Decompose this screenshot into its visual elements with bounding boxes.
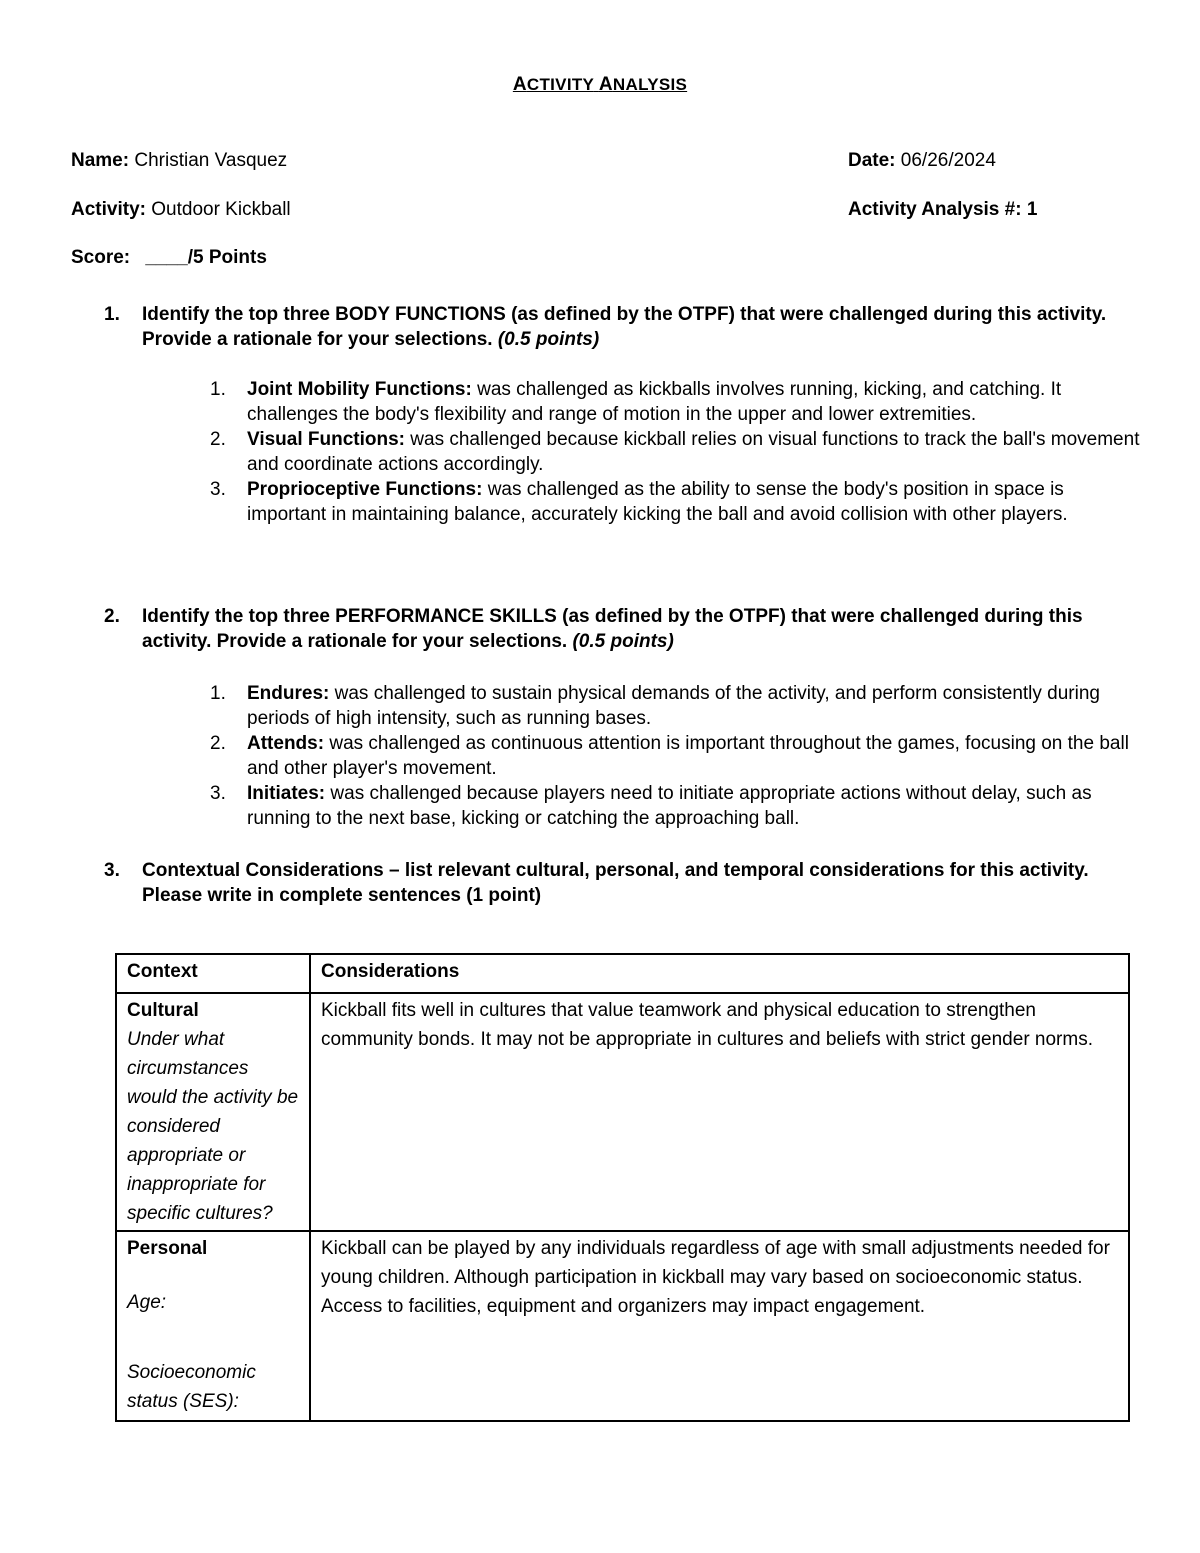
cultural-label: Cultural (127, 1000, 199, 1021)
question-1 (104, 302, 1134, 352)
list-item-term: Proprioceptive Functions: (247, 479, 483, 500)
question-2-points: (0.5 points) (572, 631, 674, 652)
list-item-text: was challenged as the ability to sense the body's position in space is important in maintaining balance, accurately kicking the ball and avoid collision with other players. (247, 479, 1068, 525)
list-item-number: 2. (210, 733, 226, 754)
title-initial-2: A (598, 74, 613, 95)
list-item (210, 681, 1140, 731)
question-2-number: 2. (104, 606, 120, 627)
personal-context-cell (116, 1231, 310, 1421)
cultural-answer: Kickball fits well in cultures that value teamwork and physical education to strengthen community bonds. It may not be appropriate in cultures and beliefs with strict gender norms. (310, 993, 1129, 1231)
list-item-number: 3. (210, 479, 226, 500)
question-3 (104, 858, 1134, 908)
list-item-number: 1. (210, 683, 226, 704)
list-item-text: was challenged because kickball relies on visual functions to track the ball's movement and coordinate actions accordingly. (247, 429, 1140, 475)
list-item-term: Joint Mobility Functions: (247, 379, 472, 400)
activity-value: Outdoor Kickball (151, 199, 291, 220)
list-item-number: 3. (210, 783, 226, 804)
table-header-row (116, 954, 1129, 993)
name-value: Christian Vasquez (134, 150, 288, 171)
cultural-context-cell (116, 993, 310, 1231)
question-1-answers (210, 377, 1140, 527)
list-item-text: was challenged to sustain physical demands of the activity, and perform consistently during periods of high intensity, such as running bases. (247, 683, 1100, 729)
analysis-label: Activity Analysis #: (848, 199, 1022, 220)
question-1-text: Identify the top three BODY FUNCTIONS (as defined by the OTPF) that were challenged during this activity. Provide a rationale for your selections. (142, 304, 1107, 350)
list-item (210, 427, 1140, 477)
activity-label: Activity: (71, 199, 146, 220)
score-value: /5 Points (187, 247, 267, 268)
question-1-points: (0.5 points) (497, 329, 600, 350)
table-row (116, 1231, 1129, 1421)
date-field (848, 150, 996, 172)
question-2 (104, 604, 1134, 654)
personal-label: Personal (127, 1238, 208, 1259)
name-label: Name: (71, 150, 130, 171)
question-3-text: Contextual Considerations – list relevant cultural, personal, and temporal considerations for this activity. Please write in complete sentences (1 point) (142, 860, 1089, 906)
list-item-term: Attends: (247, 733, 325, 754)
list-item-term: Endures: (247, 683, 330, 704)
score-label: Score: (71, 247, 131, 268)
question-2-text: Identify the top three PERFORMANCE SKILLS (as defined by the OTPF) that were challenged during this activity. Provide a rationale for your selections. (142, 606, 1083, 652)
list-item (210, 377, 1140, 427)
personal-age-prompt: Age: (127, 1292, 167, 1313)
list-item-number: 1. (210, 379, 226, 400)
table-row (116, 993, 1129, 1231)
list-item-text: was challenged as kickballs involves running, kicking, and catching. It challenges the body's flexibility and range of motion in the upper and lower extremities. (247, 379, 1062, 425)
cultural-prompt: Under what circumstances would the activity be considered appropriate or inappropriate for specific cultures? (127, 1029, 299, 1224)
title-word-2: NALYSIS (612, 75, 688, 94)
question-3-number: 3. (104, 860, 120, 881)
name-field (71, 150, 287, 172)
question-1-number: 1. (104, 304, 120, 325)
score-field (71, 247, 267, 269)
analysis-value: 1 (1026, 199, 1038, 220)
context-table (115, 953, 1130, 1422)
question-2-answers (210, 681, 1140, 831)
list-item (210, 731, 1140, 781)
list-item-number: 2. (210, 429, 226, 450)
personal-answer: Kickball can be played by any individuals regardless of age with small adjustments needed for young children. Although participation in kickball may vary based on socioeconomic status. Access to facilities, equipment and organizers may impact engagement. (310, 1231, 1129, 1421)
date-label: Date: (848, 150, 896, 171)
activity-field (71, 199, 291, 221)
title-initial-1: A (512, 74, 527, 95)
title-word-1: CTIVITY (526, 75, 594, 94)
analysis-number-field (848, 199, 1037, 221)
list-item-term: Initiates: (247, 783, 326, 804)
date-value: 06/26/2024 (900, 150, 996, 171)
list-item-term: Visual Functions: (247, 429, 406, 450)
column-header-considerations: Considerations (310, 954, 1129, 993)
list-item-text: was challenged as continuous attention is important throughout the games, focusing on the ball and other player's movement. (247, 733, 1129, 779)
list-item (210, 477, 1140, 527)
list-item-text: was challenged because players need to initiate appropriate actions without delay, such as running to the next base, kicking or catching the approaching ball. (247, 783, 1092, 829)
column-header-context: Context (116, 954, 310, 993)
personal-ses-prompt: Socioeconomic status (SES): (127, 1362, 256, 1412)
list-item (210, 781, 1140, 831)
score-blank: ____ (145, 247, 188, 268)
page-title (0, 74, 1200, 96)
